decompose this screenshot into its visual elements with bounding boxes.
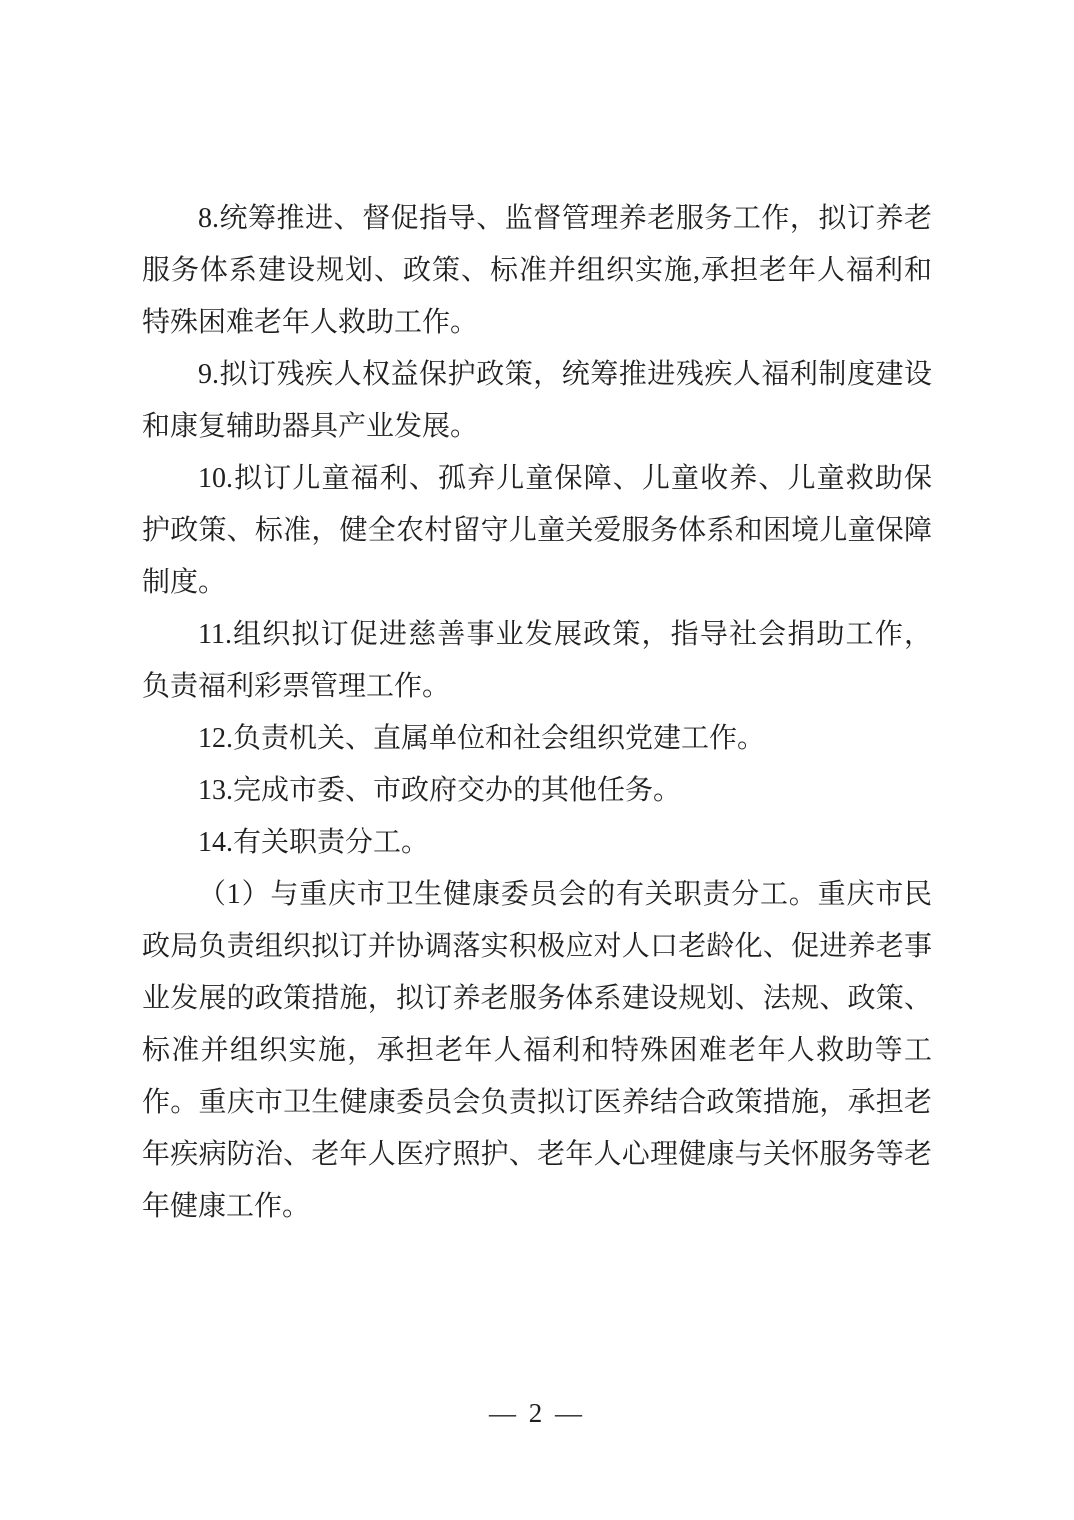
text-line: 10.拟订儿童福利、孤弃儿童保障、儿童收养、儿童救助保 [198, 463, 932, 494]
text-line: 12.负责机关、直属单位和社会组织党建工作。 [198, 723, 766, 754]
page-number: — 2 — [489, 1398, 585, 1428]
text-line: 8.统筹推进、督促指导、监督管理养老服务工作，拟订养老 [198, 203, 932, 234]
text-line: 14.有关职责分工。 [198, 827, 430, 858]
text-line: 政局负责组织拟订并协调落实积极应对人口老龄化、促进养老事 [142, 931, 932, 962]
text-line: 制度。 [142, 567, 227, 598]
text-line: 护政策、标准，健全农村留守儿童关爱服务体系和困境儿童保障 [142, 515, 932, 546]
text-line: 负责福利彩票管理工作。 [142, 671, 451, 702]
text-line: 标准并组织实施，承担老年人福利和特殊困难老年人救助等工 [142, 1035, 932, 1066]
text-line: 年健康工作。 [142, 1191, 311, 1222]
text-line: 9.拟订残疾人权益保护政策，统筹推进残疾人福利制度建设 [198, 359, 932, 390]
text-line: （1）与重庆市卫生健康委员会的有关职责分工。重庆市民 [198, 879, 932, 910]
document-body [142, 193, 932, 1233]
text-line: 业发展的政策措施，拟订养老服务体系建设规划、法规、政策、 [142, 983, 932, 1014]
text-line: 11.组织拟订促进慈善事业发展政策，指导社会捐助工作， [198, 619, 932, 650]
text-line: 特殊困难老年人救助工作。 [142, 307, 479, 338]
text-line: 13.完成市委、市政府交办的其他任务。 [198, 775, 682, 806]
text-line: 作。重庆市卫生健康委员会负责拟订医养结合政策措施，承担老 [142, 1087, 932, 1118]
text-line: 服务体系建设规划、政策、标准并组织实施,承担老年人福利和 [142, 255, 932, 286]
text-line: 年疾病防治、老年人医疗照护、老年人心理健康与关怀服务等老 [142, 1139, 932, 1170]
text-line: 和康复辅助器具产业发展。 [142, 411, 479, 442]
